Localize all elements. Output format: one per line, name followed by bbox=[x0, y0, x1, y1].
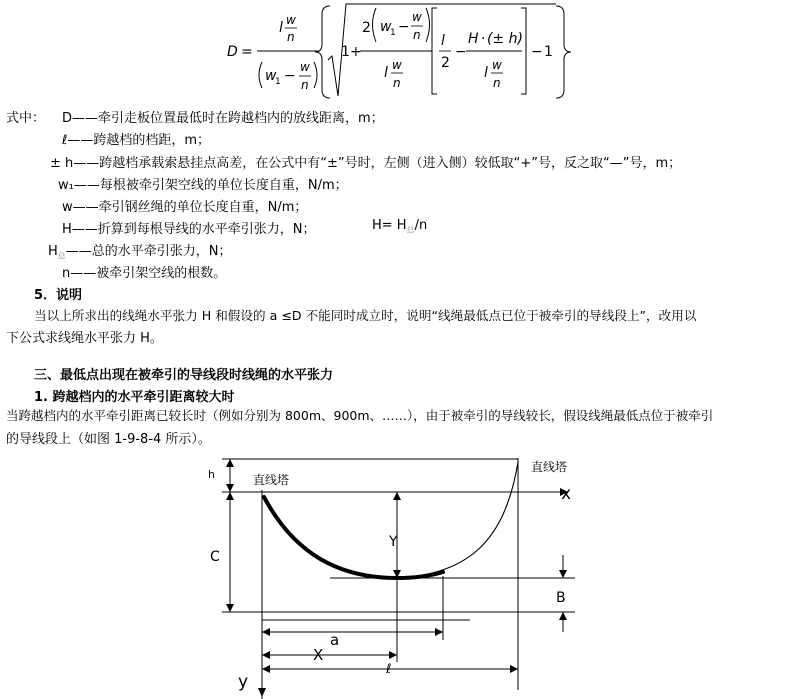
formula-l-1: l bbox=[279, 20, 283, 36]
formula-w-4: w bbox=[392, 58, 402, 72]
y-dimension-label: Y bbox=[389, 534, 398, 550]
def-w: w——牵引钢丝绳的单位长度自重，N/m； bbox=[62, 200, 308, 215]
section3-para-line2: 的导线段上（如图 1-9-8-4 所示）。 bbox=[6, 432, 211, 447]
def-D: D——牵引走板位置最低时在跨越档内的放线距离，m； bbox=[62, 111, 384, 126]
l-arrow-right bbox=[510, 665, 518, 673]
y-axis-label: y bbox=[238, 672, 249, 692]
h-arrow-down bbox=[226, 484, 234, 492]
formula-two-denom: 2 bbox=[441, 55, 450, 71]
x-arrow-right bbox=[389, 651, 397, 659]
formula-w-3: w bbox=[412, 10, 422, 24]
section3-subheading: 1. 跨越档内的水平牵引距离较大时 bbox=[34, 390, 235, 405]
a-label: a bbox=[330, 631, 340, 649]
formula-one-2: 1 bbox=[544, 44, 553, 60]
def-H-total-sub: 总 bbox=[57, 251, 66, 261]
section3-heading: 三、最低点出现在被牵引的导线段时线绳的水平张力 bbox=[34, 368, 334, 383]
formula-lhs: D bbox=[227, 44, 238, 60]
section5-line2: 下公式求线绳水平张力 H。 bbox=[6, 331, 163, 346]
def-H: H——折算到每根导线的水平牵引张力，N； bbox=[62, 222, 316, 237]
x-dimension-label: X bbox=[313, 646, 324, 664]
h-arrow-up bbox=[226, 459, 234, 467]
x-arrow-left bbox=[262, 651, 270, 659]
c-arrow-down bbox=[226, 604, 234, 612]
figure-1-9-8-4 bbox=[0, 450, 788, 699]
definitions-prefix: 式中： bbox=[6, 111, 46, 126]
formula-minus-4: − bbox=[531, 44, 543, 60]
c-label: C bbox=[210, 549, 220, 565]
formula-sub1-2: 1 bbox=[390, 28, 396, 38]
formula-plus: + bbox=[350, 44, 362, 60]
formula-w-5: w bbox=[492, 58, 502, 72]
conductor-curve bbox=[264, 497, 443, 578]
def-H-equation-tail: /n bbox=[414, 218, 428, 233]
formula-sub1-1: 1 bbox=[275, 77, 281, 87]
formula-n-1: n bbox=[287, 30, 295, 44]
formula-w1-1: w bbox=[265, 68, 277, 84]
def-H-equation-main: H= H bbox=[372, 218, 407, 233]
c-arrow-up bbox=[226, 492, 234, 500]
formula-n-3: n bbox=[413, 28, 421, 42]
formula-n-2: n bbox=[301, 78, 309, 92]
def-l: ℓ——跨越档的档距，m； bbox=[62, 133, 211, 148]
formula-two: 2 bbox=[362, 20, 371, 36]
def-H-total-main: H bbox=[48, 244, 58, 259]
a-arrow-left bbox=[262, 628, 270, 636]
l-arrow-left bbox=[262, 665, 270, 673]
formula-w-2: w bbox=[300, 60, 310, 74]
formula-n-4: n bbox=[393, 76, 401, 90]
section5-line1: 当以上所求出的线绳水平张力 H 和假设的 a ≤D 不能同时成立时，说明“线绳最低点已位于被牵引的导线段上”，改用以 bbox=[34, 308, 697, 323]
formula-equals: = bbox=[241, 44, 253, 60]
section3-para-line1: 当跨越档内的水平牵引距离已较长时（例如分别为 800m、900m、……），由于被牵引的导线较长，假设线绳最低点位于被牵引 bbox=[6, 408, 714, 423]
def-n: n——被牵引架空线的根数。 bbox=[62, 266, 227, 281]
def-w1: w₁——每根被牵引架空线的单位长度自重，N/m； bbox=[58, 178, 348, 193]
h-label: h bbox=[208, 468, 215, 481]
b-arrow-up bbox=[559, 612, 567, 620]
def-H-total-tail: ——总的水平牵引张力，N； bbox=[65, 244, 232, 259]
formula-l-2: l bbox=[384, 65, 388, 81]
formula-minus-2: − bbox=[398, 19, 410, 35]
def-H-equation bbox=[372, 218, 427, 236]
tower-right-label: 直线塔 bbox=[531, 460, 568, 474]
def-h: ± h——跨越档承载索悬挂点高差，在公式中有“±”号时，左侧（进入侧）较低取“+”号，反之取“—”号，m； bbox=[50, 156, 682, 171]
formula-d bbox=[0, 0, 788, 102]
formula-l-4: l bbox=[484, 65, 488, 81]
formula-H: H bbox=[468, 31, 479, 47]
formula-dot: · bbox=[481, 31, 486, 47]
steel-rope-curve bbox=[397, 462, 518, 578]
a-arrow-right bbox=[435, 628, 443, 636]
formula-one-1: 1 bbox=[341, 44, 350, 60]
formula-minus-1: − bbox=[284, 68, 296, 84]
section5-heading: 5．说明 bbox=[34, 288, 83, 303]
b-label: B bbox=[556, 590, 566, 606]
formula-l-3: l bbox=[441, 33, 445, 49]
y-arrow-up bbox=[393, 492, 401, 500]
l-label: ℓ bbox=[386, 662, 392, 677]
b-arrow-down bbox=[559, 570, 567, 578]
y-axis-arrow bbox=[258, 688, 266, 697]
x-axis-label: x bbox=[561, 484, 572, 504]
def-H-equation-sub: 总 bbox=[406, 225, 415, 235]
formula-minus-3: − bbox=[455, 44, 467, 60]
formula-w-1: w bbox=[286, 13, 296, 27]
formula-w1-2: w bbox=[380, 19, 392, 35]
formula-pm-h: (± h) bbox=[487, 31, 523, 47]
def-H-total bbox=[48, 240, 232, 262]
tower-left-label: 直线塔 bbox=[253, 473, 290, 487]
formula-n-5: n bbox=[493, 76, 501, 90]
